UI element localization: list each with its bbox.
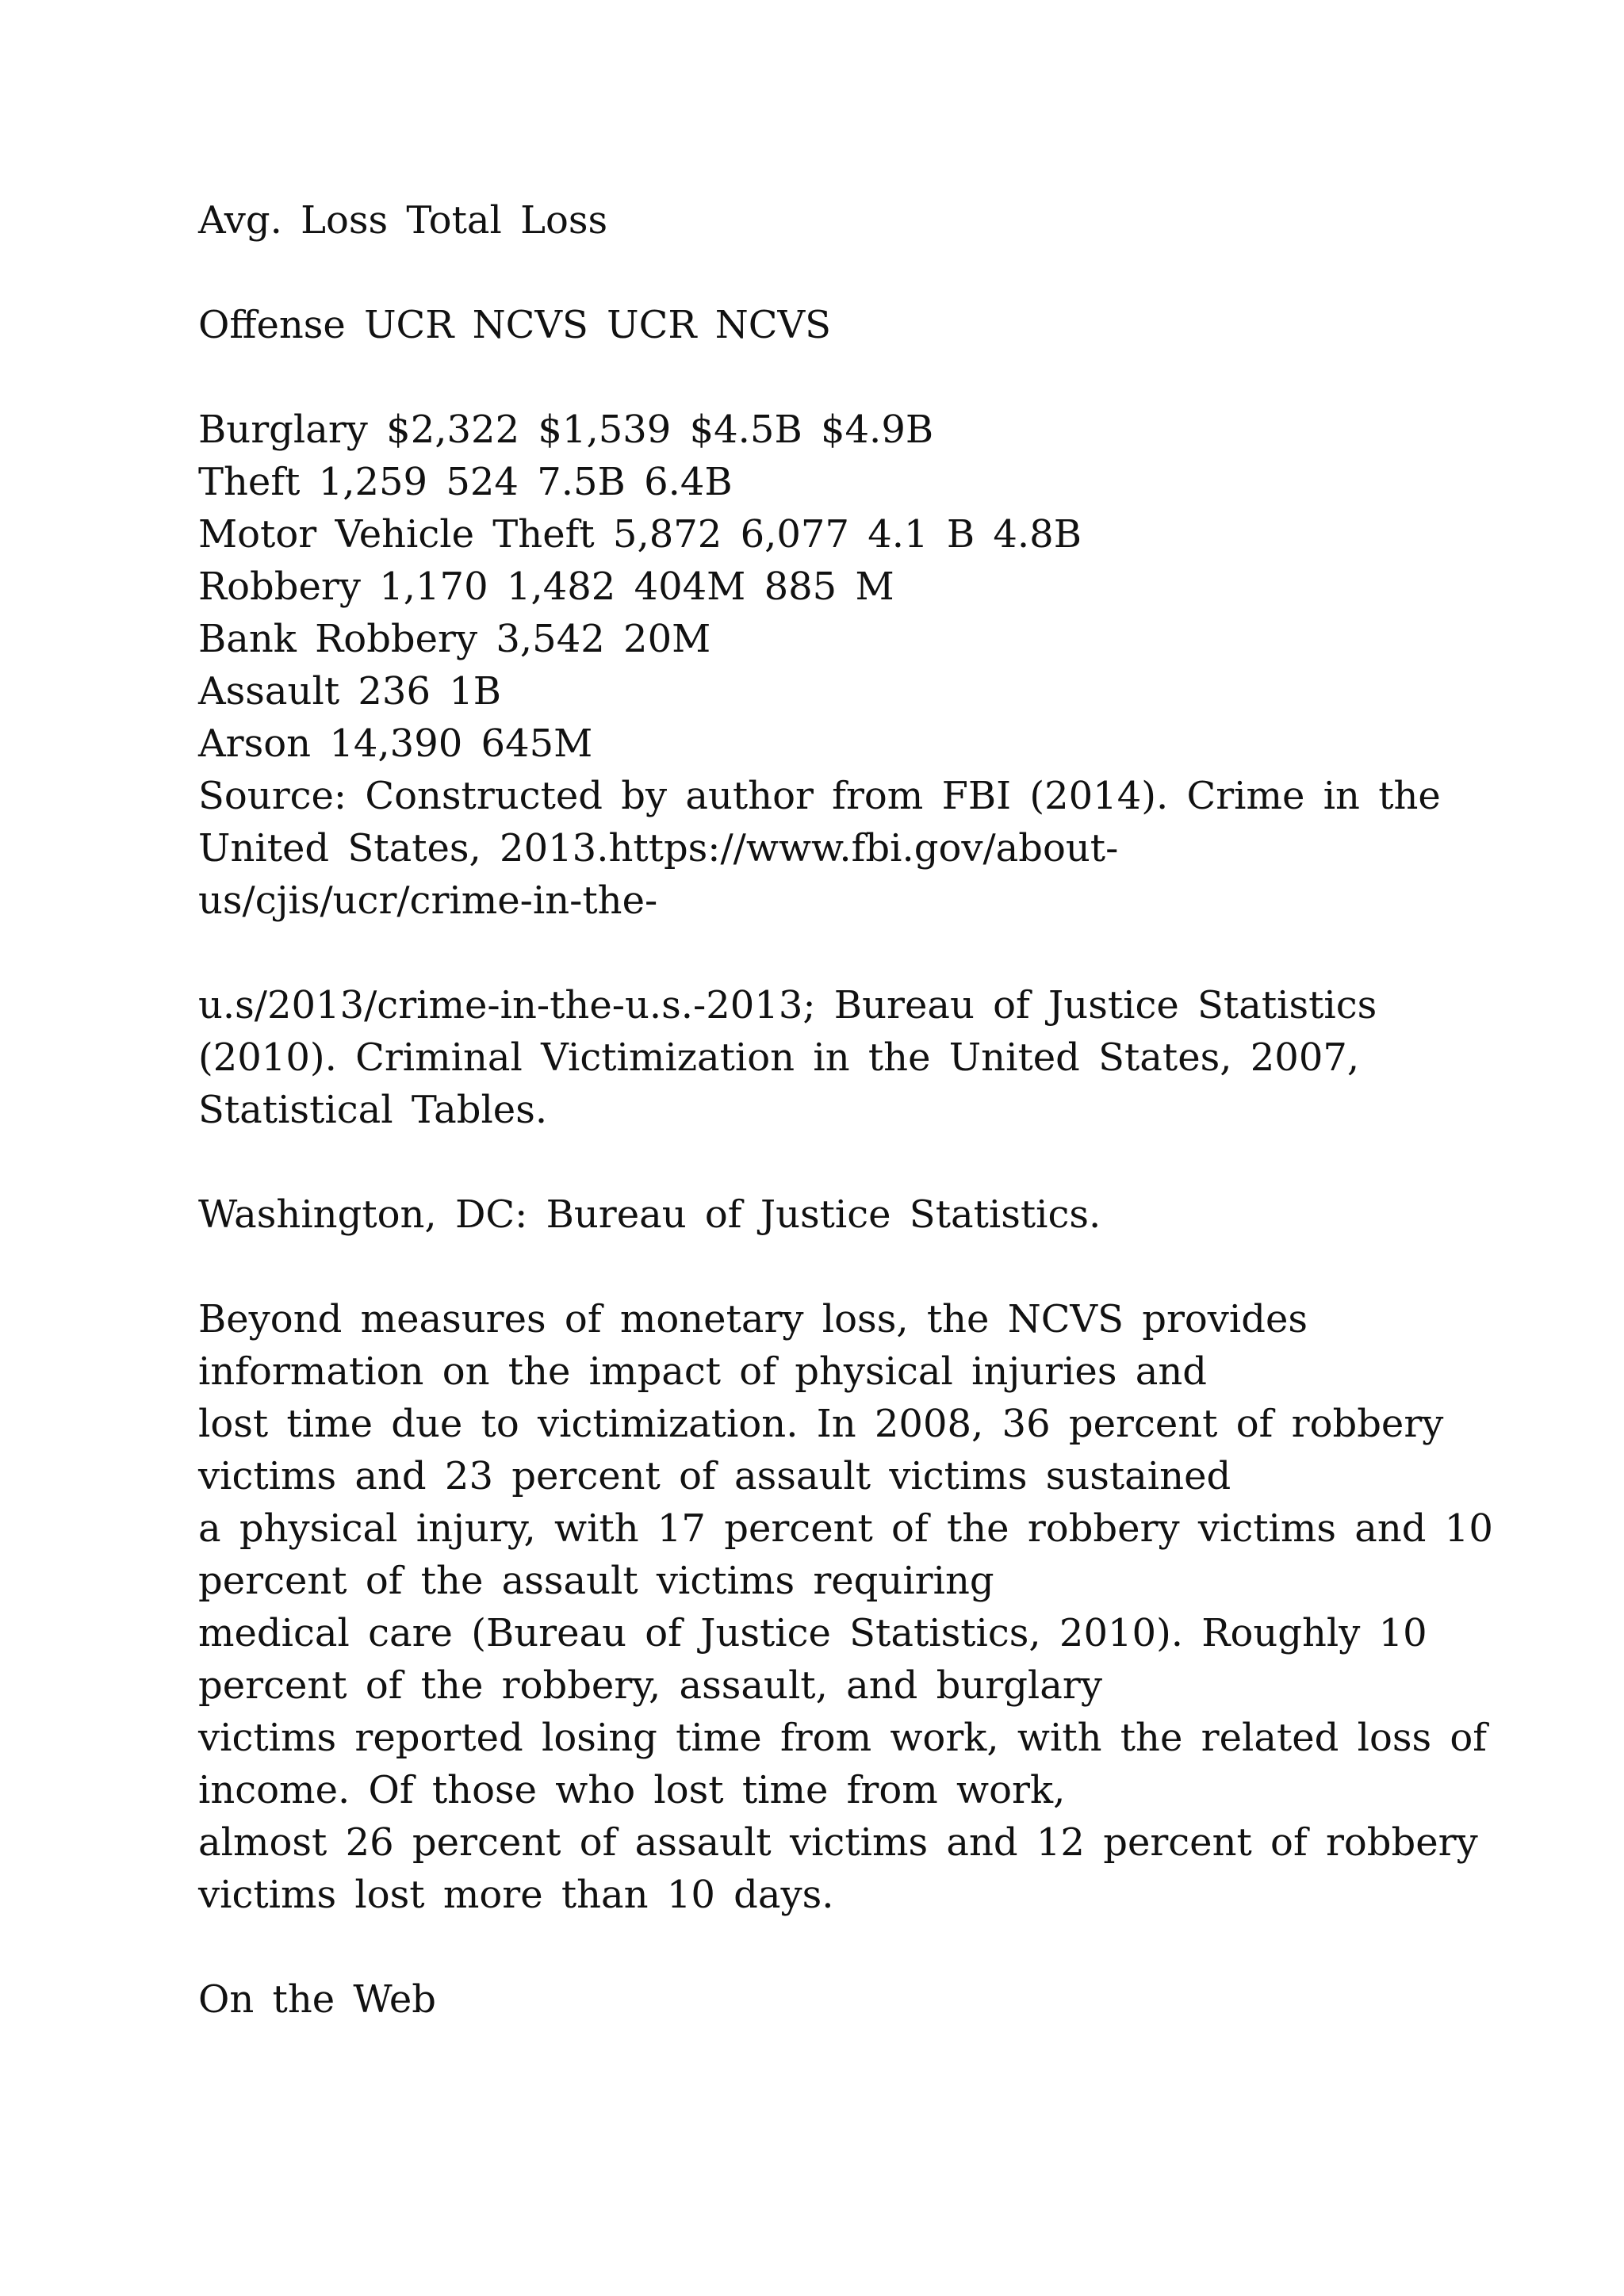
paragraph-line: information on the impact of physical injuries and	[198, 1349, 1207, 1394]
table-column-header: Offense UCR NCVS UCR NCVS	[198, 303, 832, 347]
spacer	[198, 351, 1467, 404]
source-line: Statistical Tables.	[198, 1088, 548, 1132]
table-row: Robbery 1,170 1,482 404M 885 M	[198, 564, 894, 609]
source-line: (2010). Criminal Victimization in the United States, 2007,	[198, 1035, 1360, 1080]
table-row: Theft 1,259 524 7.5B 6.4B	[198, 460, 733, 504]
paragraph-line: a physical injury, with 17 percent of the robbery victims and 10	[198, 1506, 1493, 1551]
section-heading: On the Web	[198, 1977, 436, 2022]
paragraph-line: lost time due to victimization. In 2008, 36 percent of robbery	[198, 1402, 1444, 1446]
source-line: us/cjis/ucr/crime-in-the-	[198, 878, 658, 923]
table-group-header: Avg. Loss Total Loss	[198, 198, 608, 243]
paragraph-line: medical care (Bureau of Justice Statistics, 2010). Roughly 10	[198, 1611, 1427, 1655]
spacer	[198, 1241, 1467, 1293]
document-content	[198, 194, 1493, 2026]
paragraph-line: percent of the assault victims requiring	[198, 1559, 994, 1603]
spacer	[198, 247, 1467, 299]
source-line: Source: Constructed by author from FBI (2014). Crime in the	[198, 774, 1441, 818]
source-line: u.s/2013/crime-in-the-u.s.-2013; Bureau of Justice Statistics	[198, 983, 1377, 1027]
table-row: Bank Robbery 3,542 20M	[198, 617, 711, 661]
source-line: United States, 2013.https://www.fbi.gov/about-	[198, 826, 1119, 871]
paragraph-line: victims reported losing time from work, with the related loss of	[198, 1716, 1488, 1760]
source-line: Washington, DC: Bureau of Justice Statistics.	[198, 1192, 1101, 1237]
table-row: Assault 236 1B	[198, 669, 502, 714]
paragraph-line: Beyond measures of monetary loss, the NCVS provides	[198, 1297, 1308, 1341]
paragraph-line: income. Of those who lost time from work,	[198, 1768, 1066, 1812]
paragraph-line: percent of the robbery, assault, and burglary	[198, 1663, 1102, 1708]
paragraph-line: victims and 23 percent of assault victims sustained	[198, 1454, 1231, 1498]
paragraph-line: almost 26 percent of assault victims and 12 percent of robbery	[198, 1820, 1478, 1865]
paragraph-line: victims lost more than 10 days.	[198, 1873, 834, 1917]
table-row: Motor Vehicle Theft 5,872 6,077 4.1 B 4.8B	[198, 512, 1082, 557]
table-row: Arson 14,390 645M	[198, 721, 593, 766]
spacer	[198, 1921, 1467, 1973]
table-row: Burglary $2,322 $1,539 $4.5B $4.9B	[198, 408, 934, 452]
spacer	[198, 927, 1467, 979]
spacer	[198, 1136, 1467, 1188]
